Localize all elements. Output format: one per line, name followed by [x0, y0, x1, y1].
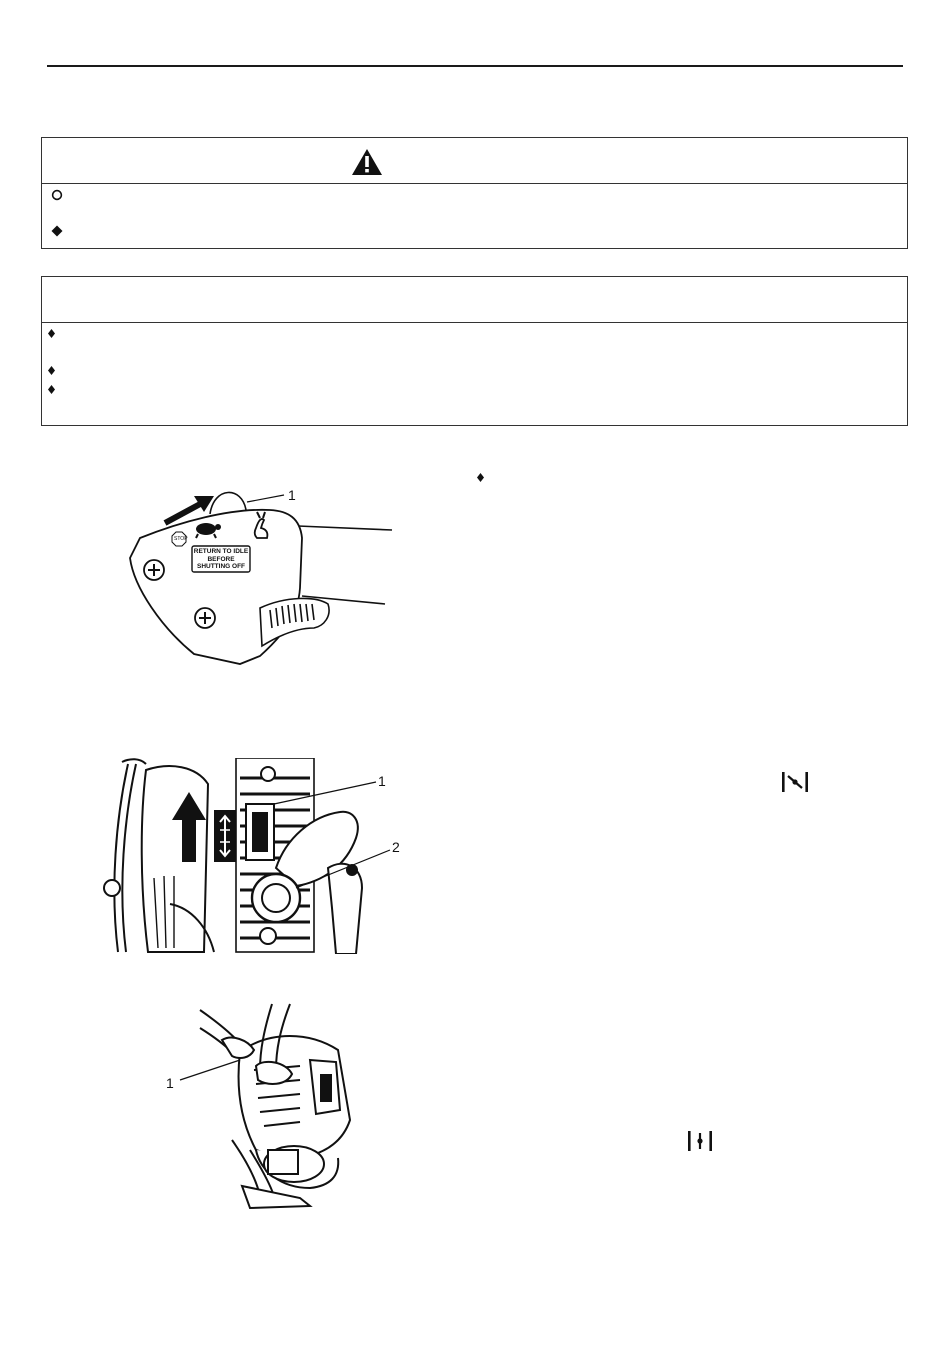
callout-label: 1 — [166, 1075, 174, 1091]
notice-box-header — [42, 277, 907, 323]
figure-primer-operation — [160, 1000, 370, 1212]
choke-illustration — [100, 758, 445, 954]
callout-label: 1 — [288, 487, 296, 503]
stop-decal-text: STOP — [174, 536, 188, 542]
operator-illustration — [160, 1000, 370, 1212]
small-diamond-bullet-icon — [48, 385, 55, 394]
warning-box-header — [42, 138, 907, 184]
choke-open-icon — [687, 1130, 713, 1152]
callout-label: 1 — [378, 773, 386, 789]
figure-choke — [100, 758, 445, 954]
idle-decal-line: RETURN TO IDLE — [193, 548, 249, 555]
warning-triangle-icon — [350, 147, 384, 177]
circle-bullet-icon — [51, 189, 63, 201]
notice-box — [41, 276, 908, 426]
throttle-illustration — [110, 478, 400, 678]
small-diamond-bullet-icon — [48, 329, 55, 338]
callout-label: 2 — [392, 839, 400, 855]
choke-closed-icon — [781, 771, 809, 793]
small-diamond-bullet-icon — [477, 473, 484, 482]
warning-box — [41, 137, 908, 249]
figure-throttle — [110, 478, 400, 678]
idle-decal-line: BEFORE — [207, 555, 235, 563]
small-diamond-bullet-icon — [48, 366, 55, 375]
idle-decal — [193, 548, 249, 571]
diamond-bullet-icon — [51, 225, 63, 237]
idle-decal-line: SHUTTING OFF — [196, 563, 246, 570]
header-rule — [47, 65, 903, 67]
